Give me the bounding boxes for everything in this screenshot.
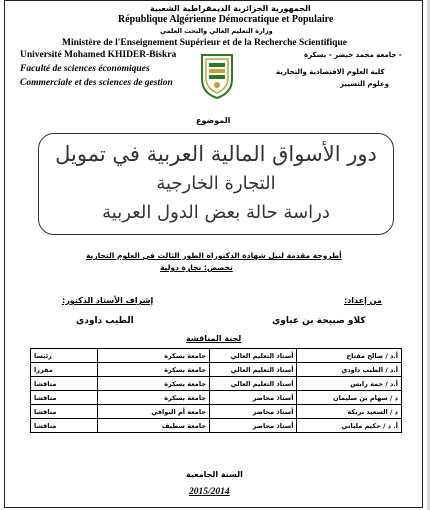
jury-university: جامعة بسكرة (98, 391, 210, 405)
jury-name: أ.د / صالح مفتاح (297, 349, 402, 363)
jury-university: جامعة أم البواقي (98, 405, 210, 419)
title-box (38, 133, 394, 235)
faculty-arabic-1: كلية العلوم الاقتصادية والتجارية (276, 68, 385, 76)
faculty-french-2: Commerciale et des sciences de gestion (20, 78, 173, 88)
jury-rank: أستاذ التعليم العالي (209, 363, 296, 377)
university-french: Université Mohamed KHIDER-Biskra (20, 50, 177, 60)
table-row (31, 419, 402, 433)
jury-role: رئيسا (31, 349, 98, 363)
university-arabic: جامعة محمد خيضر - بسكرة - (304, 51, 402, 59)
jury-role: مقررا (31, 363, 98, 377)
subject-label: الموضوع (196, 116, 231, 125)
jury-rank: أستاذ التعليم العالي (209, 349, 296, 363)
jury-rank: أستاذ محاضر (209, 405, 296, 419)
jury-role: مناقشا (31, 405, 98, 419)
supervisor-name: الطيب داودي (76, 316, 134, 326)
jury-name: أ.د / الطيب داودي (297, 363, 402, 377)
faculty-arabic-2: وعلوم التسيير (340, 80, 390, 88)
faculty-french-1: Faculté de sciences économiques (20, 64, 150, 74)
jury-rank: أستاذ محاضر (209, 391, 296, 405)
academic-year: 2015/2014 (189, 487, 230, 497)
student-name: كلاو صبيحة بن عياوي (272, 316, 366, 326)
table-row (31, 405, 402, 419)
thesis-line-1: أطروحة مقدمة لنيل شهادة الدكتوراه الطور الثالث في العلوم التجارية (86, 251, 342, 260)
jury-rank: أستاذ التعليم العالي (209, 377, 296, 391)
table-row (31, 391, 402, 405)
jury-role: مناقشا (31, 419, 98, 433)
ministry-french: Ministère de l'Enseignement Supérieur et de la Recherche Scientifique (62, 38, 347, 48)
university-seal-icon (198, 53, 236, 99)
table-row (31, 377, 402, 391)
title-line-2: التجارة الخارجية (156, 173, 276, 194)
title-line-3: دراسة حالة بعض الدول العربية (102, 202, 330, 223)
jury-name: د / سهام بن سليمان (297, 391, 402, 405)
republic-french: République Algérienne Démocratique et Populaire (118, 14, 334, 25)
supervisor-label: إشراف الأستاذ الدكتور: (62, 296, 154, 305)
table-row (31, 349, 402, 363)
jury-university: جامعة بسكرة (98, 349, 210, 363)
student-label: من إعداد: (344, 296, 382, 305)
jury-rank: أستاذ محاضر (209, 419, 296, 433)
jury-university: جامعة بسكرة (98, 377, 210, 391)
jury-name: د / السعيد بريكة (297, 405, 402, 419)
title-line-1: دور الأسواق المالية العربية في تمويل (55, 142, 377, 166)
thesis-line-2: تخصص: تجارة دولية (160, 263, 233, 272)
jury-university: جامعة سطيف (98, 419, 210, 433)
jury-university: جامعة بسكرة (98, 363, 210, 377)
republic-arabic: الجمهورية الجزائرية الديمقراطية الشعبية (150, 4, 311, 13)
jury-table (30, 348, 402, 433)
table-row (31, 363, 402, 377)
academic-year-label: السنة الجامعية (186, 470, 243, 479)
jury-name: أ. د / حكيم ملياني (297, 419, 402, 433)
jury-name: أ.د / حمة رايس (297, 377, 402, 391)
jury-role: مناقشا (31, 377, 98, 391)
jury-title: لجنة المناقشة (186, 334, 242, 343)
jury-role: مناقشا (31, 391, 98, 405)
ministry-arabic: وزارة التعليم العالي والبحث العلمي (160, 27, 273, 35)
